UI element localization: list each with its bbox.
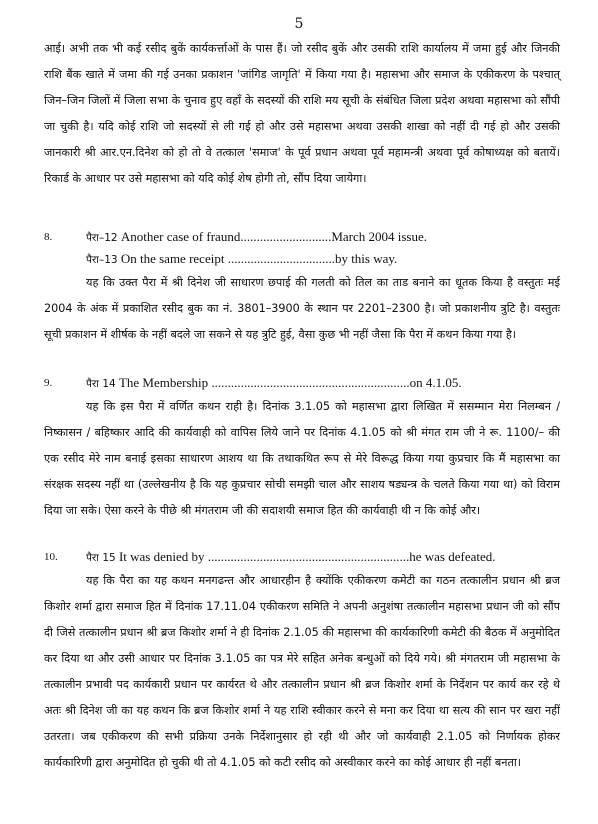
item-heading — [86, 372, 462, 395]
item-number: 10. — [44, 551, 58, 563]
item-body: यह कि इस पैरा में वर्णित कथन राही है। दिनांक 3.1.05 को महासभा द्वारा लिखित में ससम्मान मेरा निलम्बन / निष्कासन / बहिष्कार आदि की कार्यवाही को वापिस लिये जाने पर दिनांक 4.1.05 को श्री मंगत राम जी ने रू. 1100/– की एक रसीद मेरे नाम बनाई इसका साधारण आशय था कि तथाकथित रूप से मेरे विरूद्ध किया गया कुप्रचार कि मैं महासभा का संरक्षक सदस्य नहीं था (उल्लेखनीय है कि यह कुप्रचार सोची समझी चाल और साशय षड्यन्त्र के चलते किया गया था) को विराम दिया जा सके। ऐसा करने के पीछे श्री मंगतराम जी की सदाशयी समाज हित की कार्यवाही थी न कि कोई और। — [44, 400, 560, 517]
item-8 — [44, 226, 560, 348]
item-heading — [86, 226, 427, 249]
item-heading — [86, 248, 397, 271]
item-heading-row — [44, 226, 560, 248]
item-heading-row — [44, 372, 560, 394]
para-label: पैरा–12 — [86, 232, 118, 244]
item-number: 9. — [44, 377, 53, 389]
intro-section — [44, 36, 560, 192]
heading-text: The Membership .............................................................on 4.1.05. — [118, 375, 462, 390]
item-heading-row — [44, 248, 560, 270]
item-heading — [86, 546, 496, 569]
item-body: यह कि पैरा का यह कथन मनगढन्त और आधारहीन है क्योंकि एकीकरण कमेटी का गठन तत्कालीन प्रधान श्री ब्रज किशोर शर्मा द्वारा समाज हित में दिनांक 17.11.04 एकीकरण समिति ने अपनी अनुशंषा तत्कालीन महासभा प्रधान जी को सौंप दी जिसे तत्कालीन प्रधान श्री ब्रज किशोर शर्मा ने ही दिनांक 2.1.05 की महासभा की कार्यकारिणी कमेटी की बैठक में अनुमोदित कर दिया था और उसी आधार पर दिनांक 3.1.05 का पत्र मेरे सहित अनेक बन्धुओं को दिये गये। श्री मंगतराम जी महासभा के तत्कालीन प्रभावी पद कार्यकारी प्रधान पर कार्यरत थे और तत्कालीन प्रधान श्री ब्रज किशोर शर्मा के निर्देशन पर कार्य कर रहे थे अतः श्री दिनेश जी का यह कथन कि ब्रज किशोर शर्मा ने यह राशि स्वीकार करने से मना कर दिया था सत्य की सान पर खरा नहीं उतरता। जब एकीकरण की सभी प्रक्रिया उनके निर्देशानुसार हो रही थी और जो कार्यवाही 2.1.05 को निर्णायक होकर कार्यकारिणी द्वारा अनुमोदित हो चुकी थी तो 4.1.05 को कटी रसीद को अस्वीकार करने का कोई आधार ही नहीं बनता। — [44, 574, 560, 769]
heading-text: On the same receipt .................................by this way. — [120, 251, 398, 266]
intro-paragraph: आई। अभी तक भी कई रसीद बुकें कार्यकर्त्ताओं के पास हैं। जो रसीद बुकें और उसकी राशि कार्यालय में जमा हुई और जिनकी राशि बैंक खाते में जमा की गई उनका प्रकाशन 'जांगिड जागृति' में किया गया है। महासभा और समाज के एकीकरण के पश्चात् जिन–जिन जिलों में जिला सभा के चुनाव हुए वहाँ के सदस्यों की राशि मय सूची के संबंधित जिला प्रदेश अथवा महासभा को सौंपी जा चुकी है। यदि कोई राशि जो सदस्यों से ली गई हो और उसे महासभा अथवा उसकी शाखा को नहीं दी गई हो और उसकी जानकारी श्री आर.एन.दिनेश को हो तो वे तत्काल 'समाज' के पूर्व प्रधान अथवा पूर्व महामन्त्री अथवा पूर्व कोषाध्यक्ष को बतायें। रिकार्ड के आधार पर उसे महासभा को यदि कोई शेष होगी तो, सौंप दिया जायेगा। — [44, 42, 560, 185]
item-9 — [44, 372, 560, 524]
item-number: 8. — [44, 231, 53, 243]
item-heading-row — [44, 546, 560, 568]
heading-text: It was denied by ..............................................................he was defeated. — [118, 549, 496, 564]
item-body: यह कि उक्त पैरा में श्री दिनेश जी साधारण छपाई की गलती को तिल का ताड बनाने का धूतक किया है वस्तुतः मई 2004 के अंक में प्रकाशित रसीद बुक का नं. 3801–3900 के स्थान पर 2201–2300 है। जो प्रकाशनीय त्रुटि है। वस्तुतः सूची प्रकाशन में शीर्षक के नहीं बदले जा सकने से यह त्रुटि हुई, वैसा कुछ भी नहीं जैसा कि पैरा में कथन किया गया है। — [44, 276, 560, 341]
item-10 — [44, 546, 560, 776]
para-label: पैरा 14 — [86, 378, 116, 390]
para-label: पैरा–13 — [86, 254, 118, 266]
para-label: पैरा 15 — [86, 552, 116, 564]
page-number: 5 — [294, 16, 304, 32]
heading-text: Another case of fraund............................March 2004 issue. — [120, 229, 427, 244]
